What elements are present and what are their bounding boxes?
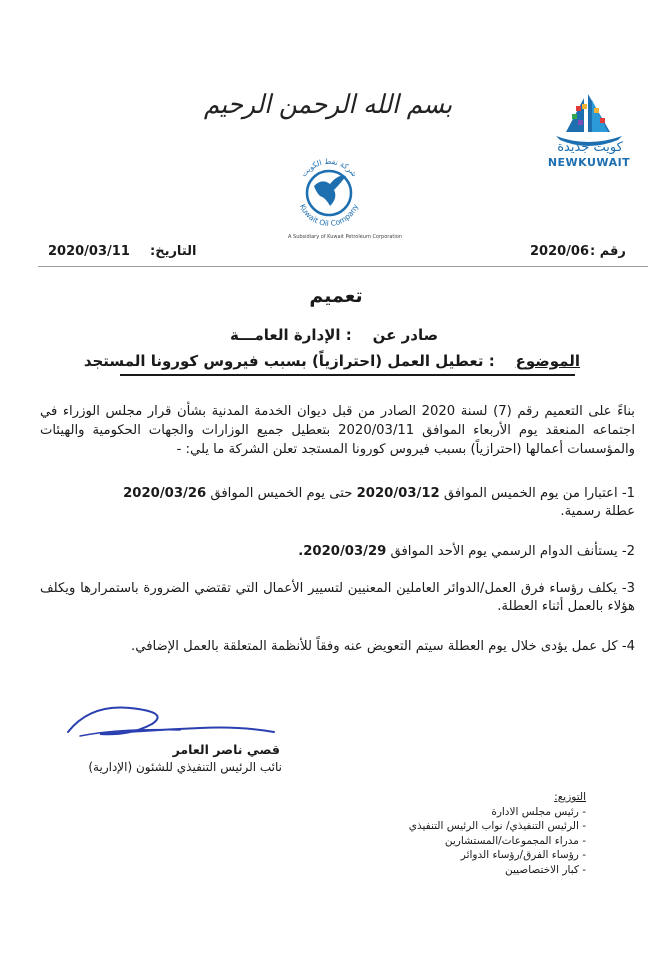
intro-paragraph: بناءً على التعميم رقم (7) لسنة 2020 الصادر من قبل ديوان الخدمة المدنية بشأن قرار مجلس الوزراء في اجتماعه المنعقد يوم الأربعاء الموافق 2020/03/11 بتعطيل جميع الوزارات والجهات الحكومية والهيئات والمؤسسات أعمالها (احترازياً) بسبب فيروس كورونا المستجد تعلن الشركة ما يلي: -	[40, 404, 635, 457]
subject-line	[83, 352, 580, 370]
list-item	[40, 485, 635, 521]
document-title: تعميم	[309, 285, 363, 307]
new-kuwait-arabic: كويت جديدة	[557, 140, 623, 155]
distribution-item: - الرئيس التنفيذي/ نواب الرئيس التنفيذي	[408, 820, 586, 832]
koc-subsidiary-line: A Subsidiary of Kuwait Petroleum Corporation	[288, 234, 402, 240]
distribution-item: - رؤساء الفرق/رؤساء الدوائر	[460, 849, 586, 861]
distribution-item: - رئيس مجلس الادارة	[491, 805, 586, 818]
koc-arabic-arc: شركة نفط الكويت	[299, 156, 359, 179]
subject-value: : تعطيل العمل (احترازياً) بسبب فيروس كورونا المستجد	[83, 352, 495, 370]
ref-label: رقم :	[590, 244, 626, 259]
item-number: 3-	[621, 581, 635, 596]
basmala-calligraphy	[203, 86, 458, 124]
new-kuwait-english: NEWKUWAIT	[547, 156, 631, 169]
signatory-title: نائب الرئيس التنفيذي للشئون (الإدارية)	[88, 760, 282, 774]
ref-value: 2020/06	[530, 244, 590, 259]
item-text: حتى يوم الخميس الموافق	[210, 486, 353, 501]
falcon-icon	[314, 176, 346, 206]
issuer-value: : الإدارة العامـــة	[230, 326, 352, 344]
item-date: 2020/03/12	[356, 486, 440, 501]
issuer-label: صادر عن	[372, 326, 439, 344]
distribution-item: - كبار الاختصاصيين	[504, 863, 586, 876]
issuer-line	[230, 326, 610, 344]
distribution-list	[390, 790, 586, 877]
date-label: التاريخ:	[150, 244, 197, 259]
date-value: 2020/03/11	[48, 244, 130, 259]
handwritten-signature	[60, 698, 280, 746]
subject-label: الموضوع	[515, 352, 580, 370]
list-item	[40, 580, 635, 616]
item-date: 2020/03/26	[123, 486, 207, 501]
basmala-text: بسم الله الرحمن الرحيم	[203, 90, 453, 120]
distribution-title: التوزيع:	[554, 791, 586, 803]
signatory-name: قصي ناصر العامر	[172, 742, 280, 757]
item-text: يستأنف الدوام الرسمي يوم الأحد الموافق	[390, 544, 618, 559]
list-item	[40, 543, 635, 561]
item-text: عطلة رسمية.	[560, 504, 635, 519]
item-text: اعتبارا من يوم الخميس الموافق	[443, 486, 618, 501]
header-divider	[38, 266, 648, 267]
item-date: 2020/03/29.	[298, 544, 387, 559]
koc-logo	[286, 150, 372, 236]
subject-underline	[120, 374, 575, 376]
item-text: كل عمل يؤدى خلال يوم العطلة سيتم التعويض عنه وفقاً للأنظمة المتعلقة بالعمل الإضافي.	[131, 639, 618, 654]
new-kuwait-sail-icon	[556, 94, 622, 146]
item-number: 4-	[621, 639, 635, 654]
distribution-item: - مدراء المجموعات/المستشارين	[444, 834, 586, 847]
koc-english-arc: Kuwait Oil Company	[297, 202, 361, 229]
item-text: يكلف رؤساء فرق العمل/الدوائر العاملين المعنيين لتسيير الأعمال التي تقتضي الضرورة باستمرارها ويكلف هؤلاء بالعمل أثناء العطلة.	[40, 581, 635, 614]
item-number: 1-	[621, 486, 635, 501]
item-number: 2-	[621, 544, 635, 559]
list-item	[40, 638, 635, 656]
